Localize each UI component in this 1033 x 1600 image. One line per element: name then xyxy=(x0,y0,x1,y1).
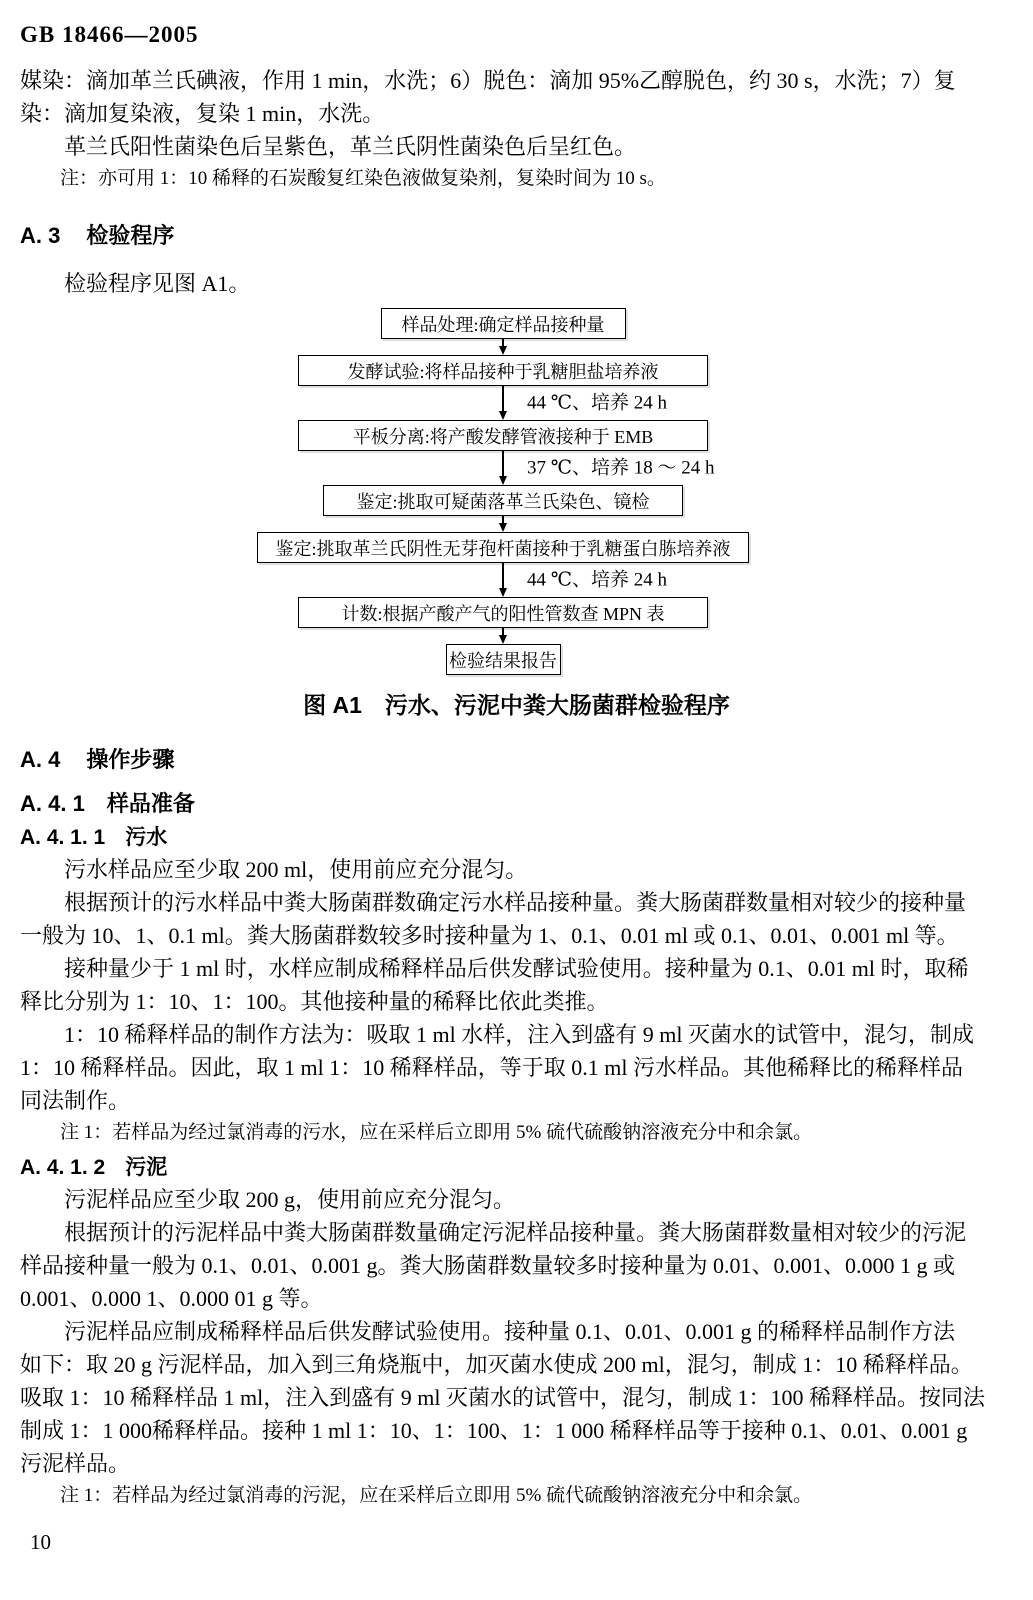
text-line: 染：滴加复染液，复染 1 min，水洗。 xyxy=(20,101,385,126)
note-line: 注：亦可用 1：10 稀释的石炭酸复红染色液做复染剂，复染时间为 10 s。 xyxy=(60,168,666,189)
text-line: 革兰氏阳性菌染色后呈紫色，革兰氏阴性菌染色后呈红色。 xyxy=(64,134,637,159)
text-line: 根据预计的污泥样品中粪大肠菌群数量确定污泥样品接种量。粪大肠菌群数量相对较少的污泥 xyxy=(64,1220,967,1245)
text-line: 污水样品应至少取 200 ml，使用前应充分混匀。 xyxy=(64,857,528,882)
text-line: 1：10 稀释样品。因此，取 1 ml 1：10 稀释样品，等于取 0.1 ml 污水样品。其他稀释比的稀释样品 xyxy=(20,1055,963,1080)
text-line: 根据预计的污水样品中粪大肠菌群数确定污水样品接种量。粪大肠菌群数量相对较少的接种量 xyxy=(64,890,967,915)
paragraph-gram-stain xyxy=(20,64,1013,195)
text-line: 污泥样品应至少取 200 g，使用前应充分混匀。 xyxy=(64,1187,516,1212)
section-number: A. 4. 1. 1 xyxy=(20,826,106,849)
text-line: 释比分别为 1：10、1：100。其他接种量的稀释比依此类推。 xyxy=(20,989,609,1014)
text-line: 样品接种量一般为 0.1、0.01、0.001 g。粪大肠菌群数量较多时接种量为 0.01、0.001、0.000 1 g 或 xyxy=(20,1253,956,1278)
text-line: 如下：取 20 g 污泥样品，加入到三角烧瓶中，加灭菌水使成 200 ml，混匀，制成 1：10 稀释样品。 xyxy=(20,1352,973,1377)
flow-arrow-icon xyxy=(499,386,668,420)
section-heading-a412 xyxy=(20,1153,1013,1183)
section-heading-a3 xyxy=(20,221,1013,251)
arrow-condition-label: 37 ℃、培养 18 ～ 24 h xyxy=(527,457,715,479)
flow-arrow-icon xyxy=(499,628,507,644)
text-line: 媒染：滴加革兰氏碘液，作用 1 min，水洗；6）脱色：滴加 95%乙醇脱色，约 30 s，水洗；7）复 xyxy=(20,68,956,93)
sludge-paragraphs xyxy=(20,1183,1013,1512)
figure-a1-caption: 图 A1 污水、污泥中粪大肠菌群检验程序 xyxy=(303,692,730,718)
section-number: A. 3 xyxy=(20,223,61,248)
flowchart-step-identification-inoculate: 鉴定:挑取革兰氏阴性无芽孢杆菌接种于乳糖蛋白胨培养液 xyxy=(257,532,749,563)
arrow-condition-label: 44 ℃、培养 24 h xyxy=(527,569,668,591)
section-title: 操作步骤 xyxy=(86,747,175,772)
flowchart-step-fermentation: 发酵试验:将样品接种于乳糖胆盐培养液 xyxy=(298,355,708,386)
page-number: 10 xyxy=(30,1530,51,1554)
text-line: 接种量少于 1 ml 时，水样应制成稀释样品后供发酵试验使用。接种量为 0.1、0.01 ml 时，取稀 xyxy=(64,956,969,981)
section-heading-a41 xyxy=(20,789,1013,819)
section-number: A. 4 xyxy=(20,747,61,772)
flowchart-step-plate-separation: 平板分离:将产酸发酵管液接种于 EMB xyxy=(298,420,708,451)
flow-arrow-icon xyxy=(499,339,507,355)
a3-intro-line: 检验程序见图 A1。 xyxy=(64,271,251,296)
flow-arrow-icon xyxy=(499,451,715,485)
note-line: 注 1：若样品为经过氯消毒的污水，应在采样后立即用 5% 硫代硫酸钠溶液充分中和余氯。 xyxy=(60,1122,813,1143)
standard-number: GB 18466—2005 xyxy=(20,22,199,47)
flowchart-step-counting-mpn: 计数:根据产酸产气的阳性管数查 MPN 表 xyxy=(298,597,708,628)
section-title: 污水 xyxy=(125,826,168,849)
text-line: 污泥样品应制成稀释样品后供发酵试验使用。接种量 0.1、0.01、0.001 g 的稀释样品制作方法 xyxy=(64,1319,956,1344)
text-line: 一般为 10、1、0.1 ml。粪大肠菌群数较多时接种量为 1、0.1、0.01 ml 或 0.1、0.01、0.001 ml 等。 xyxy=(20,923,959,948)
arrow-condition-label: 44 ℃、培养 24 h xyxy=(527,392,668,414)
text-line: 1：10 稀释样品的制作方法为：吸取 1 ml 水样，注入到盛有 9 ml 灭菌水的试管中，混匀，制成 xyxy=(64,1022,974,1047)
text-line: 污泥样品。 xyxy=(20,1451,131,1476)
text-line: 制成 1：1 000稀释样品。接种 1 ml 1：10、1：100、1：1 000 稀释样品等于接种 0.1、0.01、0.001 g xyxy=(20,1418,968,1443)
flowchart-step-sample-handling: 样品处理:确定样品接种量 xyxy=(381,308,626,339)
section-title: 检验程序 xyxy=(86,223,175,248)
section-number: A. 4. 1 xyxy=(20,791,85,816)
flow-arrow-icon xyxy=(499,516,507,532)
flow-arrow-icon xyxy=(499,563,668,597)
sewage-paragraphs xyxy=(20,853,1013,1149)
flowchart-step-identification-stain: 鉴定:挑取可疑菌落革兰氏染色、镜检 xyxy=(323,485,683,516)
section-number: A. 4. 1. 2 xyxy=(20,1156,106,1179)
flowchart-step-result-report: 检验结果报告 xyxy=(446,644,561,675)
flowchart-figure-a1 xyxy=(257,308,749,675)
text-line: 同法制作。 xyxy=(20,1088,131,1113)
text-line: 0.001、0.000 1、0.000 01 g 等。 xyxy=(20,1286,323,1311)
note-line: 注 1：若样品为经过氯消毒的污泥，应在采样后立即用 5% 硫代硫酸钠溶液充分中和余氯。 xyxy=(60,1485,813,1506)
section-heading-a4 xyxy=(20,745,1013,775)
section-heading-a411 xyxy=(20,823,1013,853)
section-title: 样品准备 xyxy=(106,791,195,816)
section-title: 污泥 xyxy=(125,1156,168,1179)
text-line: 吸取 1：10 稀释样品 1 ml，注入到盛有 9 ml 灭菌水的试管中，混匀，制成 1：100 稀释样品。按同法 xyxy=(20,1385,985,1410)
